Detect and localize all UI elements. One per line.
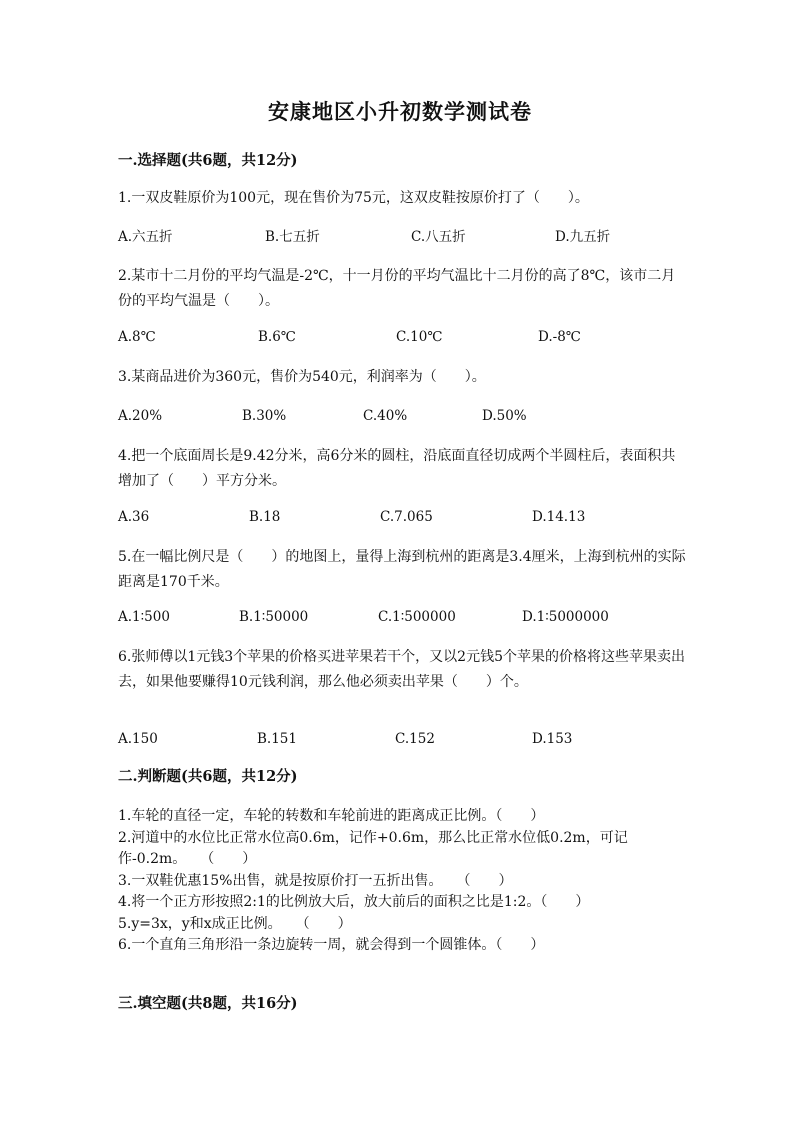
option-a: A.20% <box>118 408 163 424</box>
option-c: C.152 <box>395 731 435 747</box>
judge-question-4: 4.将一个正方形按照2:1的比例放大后，放大前后的面积之比是1:2。（ ） <box>118 894 590 910</box>
option-d: D.1∶5000000 <box>522 609 609 625</box>
option-c: C.7.065 <box>380 509 433 525</box>
judge-question-2: 2.河道中的水位比正常水位高0.6m，记作+0.6m，那么比正常水位低0.2m，可记作-0.2m。 （ ） <box>118 829 628 867</box>
option-b: B.七五折 <box>265 229 320 245</box>
choice-question-1: 1.一双皮鞋原价为100元，现在售价为75元，这双皮鞋按原价打了（ ）。 <box>118 190 589 206</box>
choice-question-4: 4.把一个底面周长是9.42分米，高6分米的圆柱，沿底面直径切成两个半圆柱后，表面积共增加了（ ）平方分米。 <box>118 448 676 489</box>
judge-question-5: 5.y=3x，y和x成正比例。 （ ） <box>118 915 352 932</box>
option-b: B.1∶50000 <box>239 609 309 625</box>
judge-question-3: 3.一双鞋优惠15%出售，就是按原价打一五折出售。 （ ） <box>118 872 513 889</box>
judge-question-list <box>118 806 688 957</box>
choice-options-5 <box>118 606 718 628</box>
option-a: A.150 <box>118 731 158 747</box>
section-heading-choice: 一.选择题(共6题，共12分) <box>118 152 298 169</box>
section-heading-fill: 三.填空题(共8题，共16分) <box>118 995 298 1012</box>
choice-options-2 <box>118 326 718 348</box>
choice-options-1 <box>118 226 718 248</box>
option-d: D.九五折 <box>555 229 611 245</box>
option-c: C.40% <box>363 408 408 424</box>
choice-question-2: 2.某市十二月份的平均气温是-2℃，十一月份的平均气温比十二月份的高了8℃，该市二月份的平均气温是（ ）。 <box>118 268 676 309</box>
option-d: D.153 <box>532 731 573 747</box>
option-a: A.1∶500 <box>118 609 170 625</box>
choice-options-3 <box>118 405 718 427</box>
option-d: D.14.13 <box>532 509 586 525</box>
option-c: C.1∶500000 <box>378 609 456 625</box>
choice-question-6: 6.张师傅以1元钱3个苹果的价格买进苹果若干个，又以2元钱5个苹果的价格将这些苹果卖出去，如果他要赚得10元钱利润，那么他必须卖出苹果（ ）个。 <box>118 649 685 690</box>
judge-question-1: 1.车轮的直径一定，车轮的转数和车轮前进的距离成正比例。（ ） <box>118 808 545 824</box>
option-a: A.36 <box>118 509 150 525</box>
choice-options-6 <box>118 728 718 750</box>
option-b: B.30% <box>242 408 287 424</box>
option-a: A.8℃ <box>118 329 156 345</box>
option-c: C.八五折 <box>411 229 466 245</box>
choice-question-3: 3.某商品进价为360元，售价为540元，利润率为（ ）。 <box>118 369 486 385</box>
exam-title: 安康地区小升初数学测试卷 <box>268 99 532 124</box>
option-a: A.六五折 <box>118 229 173 245</box>
section-heading-judge: 二.判断题(共6题，共12分) <box>118 768 298 785</box>
choice-question-5: 5.在一幅比例尺是（ ）的地图上，量得上海到杭州的距离是3.4厘米，上海到杭州的实际距离是170千米。 <box>118 549 686 590</box>
choice-options-4 <box>118 506 718 528</box>
option-b: B.18 <box>249 509 281 525</box>
option-c: C.10℃ <box>396 329 443 345</box>
option-d: D.50% <box>482 408 527 424</box>
option-b: B.6℃ <box>258 329 296 345</box>
option-b: B.151 <box>257 731 297 747</box>
judge-question-6: 6.一个直角三角形沿一条边旋转一周，就会得到一个圆锥体。（ ） <box>118 937 545 953</box>
option-d: D.-8℃ <box>538 329 581 345</box>
